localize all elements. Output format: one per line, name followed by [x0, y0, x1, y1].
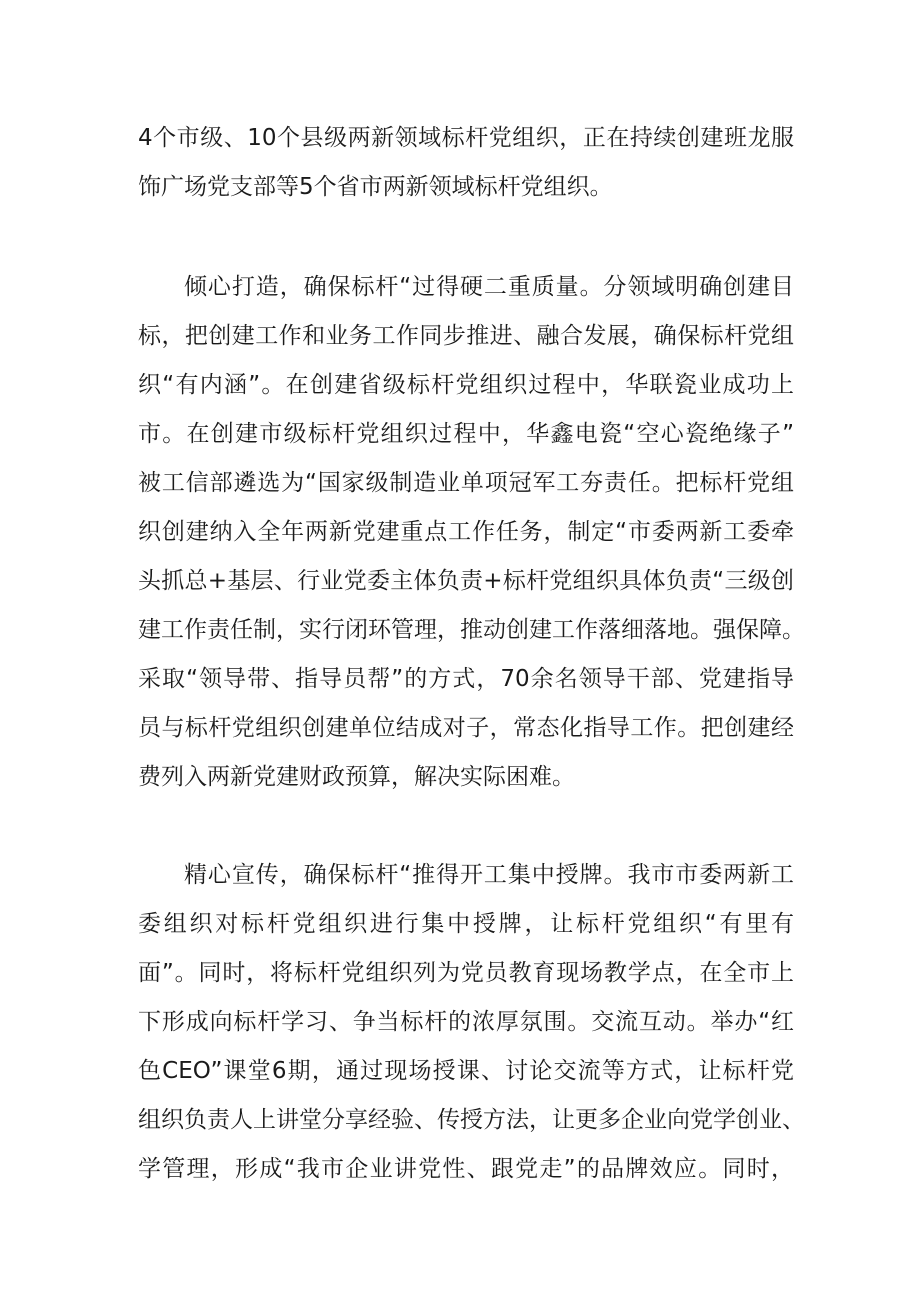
paragraph-2-line-10: 员与标杆党组织创建单位结成对子，常态化指导工作。把创建经	[138, 715, 794, 741]
paragraph-2-line-2: 标，把创建工作和业务工作同步推进、融合发展，确保标杆党组	[138, 323, 794, 349]
paragraph-2-line-11: 费列入两新党建财政预算，解决实际困难。	[138, 764, 575, 790]
paragraph-3-line-7: 学管理，形成“我市企业讲党性、跟党走”的品牌效应。同时，	[138, 1156, 794, 1182]
paragraph-2-line-7: 头抓总+基层、行业党委主体负责+标杆党组织具体负责“三级创	[138, 568, 794, 594]
paragraph-3-line-6: 组织负责人上讲堂分享经验、传授方法，让更多企业向党学创业、	[138, 1107, 805, 1133]
paragraph-3-line-3: 面”。同时，将标杆党组织列为党员教育现场教学点，在全市上	[138, 960, 794, 986]
paragraph-2-line-3: 织“有内涵”。在创建省级标杆党组织过程中，华联瓷业成功上	[138, 372, 794, 398]
paragraph-3-line-1: 精心宣传，确保标杆“推得开工集中授牌。我市市委两新工	[184, 862, 794, 888]
paragraph-3-line-5: 色CEO”课堂6期，通过现场授课、讨论交流等方式，让标杆党	[138, 1058, 794, 1084]
paragraph-1-line-1: 4个市级、10个县级两新领域标杆党组织，正在持续创建班龙服	[138, 125, 794, 151]
paragraph-2-line-8: 建工作责任制，实行闭环管理，推动创建工作落细落地。强保障。	[138, 617, 805, 643]
paragraph-2-line-9: 采取“领导带、指导员帮”的方式，70余名领导干部、党建指导	[138, 666, 794, 692]
paragraph-3-line-2: 委组织对标杆党组织进行集中授牌，让标杆党组织“有里有	[138, 911, 794, 937]
paragraph-1-line-2: 饰广场党支部等5个省市两新领域标杆党组织。	[138, 174, 613, 200]
paragraph-3-line-4: 下形成向标杆学习、争当标杆的浓厚氛围。交流互动。举办“红	[138, 1009, 794, 1035]
paragraph-2-line-6: 织创建纳入全年两新党建重点工作任务，制定“市委两新工委牵	[138, 519, 794, 545]
paragraph-2-line-4: 市。在创建市级标杆党组织过程中，华鑫电瓷“空心瓷绝缘子”	[138, 421, 794, 447]
paragraph-2-line-5: 被工信部遴选为“国家级制造业单项冠军工夯责任。把标杆党组	[138, 470, 794, 496]
paragraph-2-line-1: 倾心打造，确保标杆“过得硬二重质量。分领域明确创建目	[184, 274, 794, 300]
